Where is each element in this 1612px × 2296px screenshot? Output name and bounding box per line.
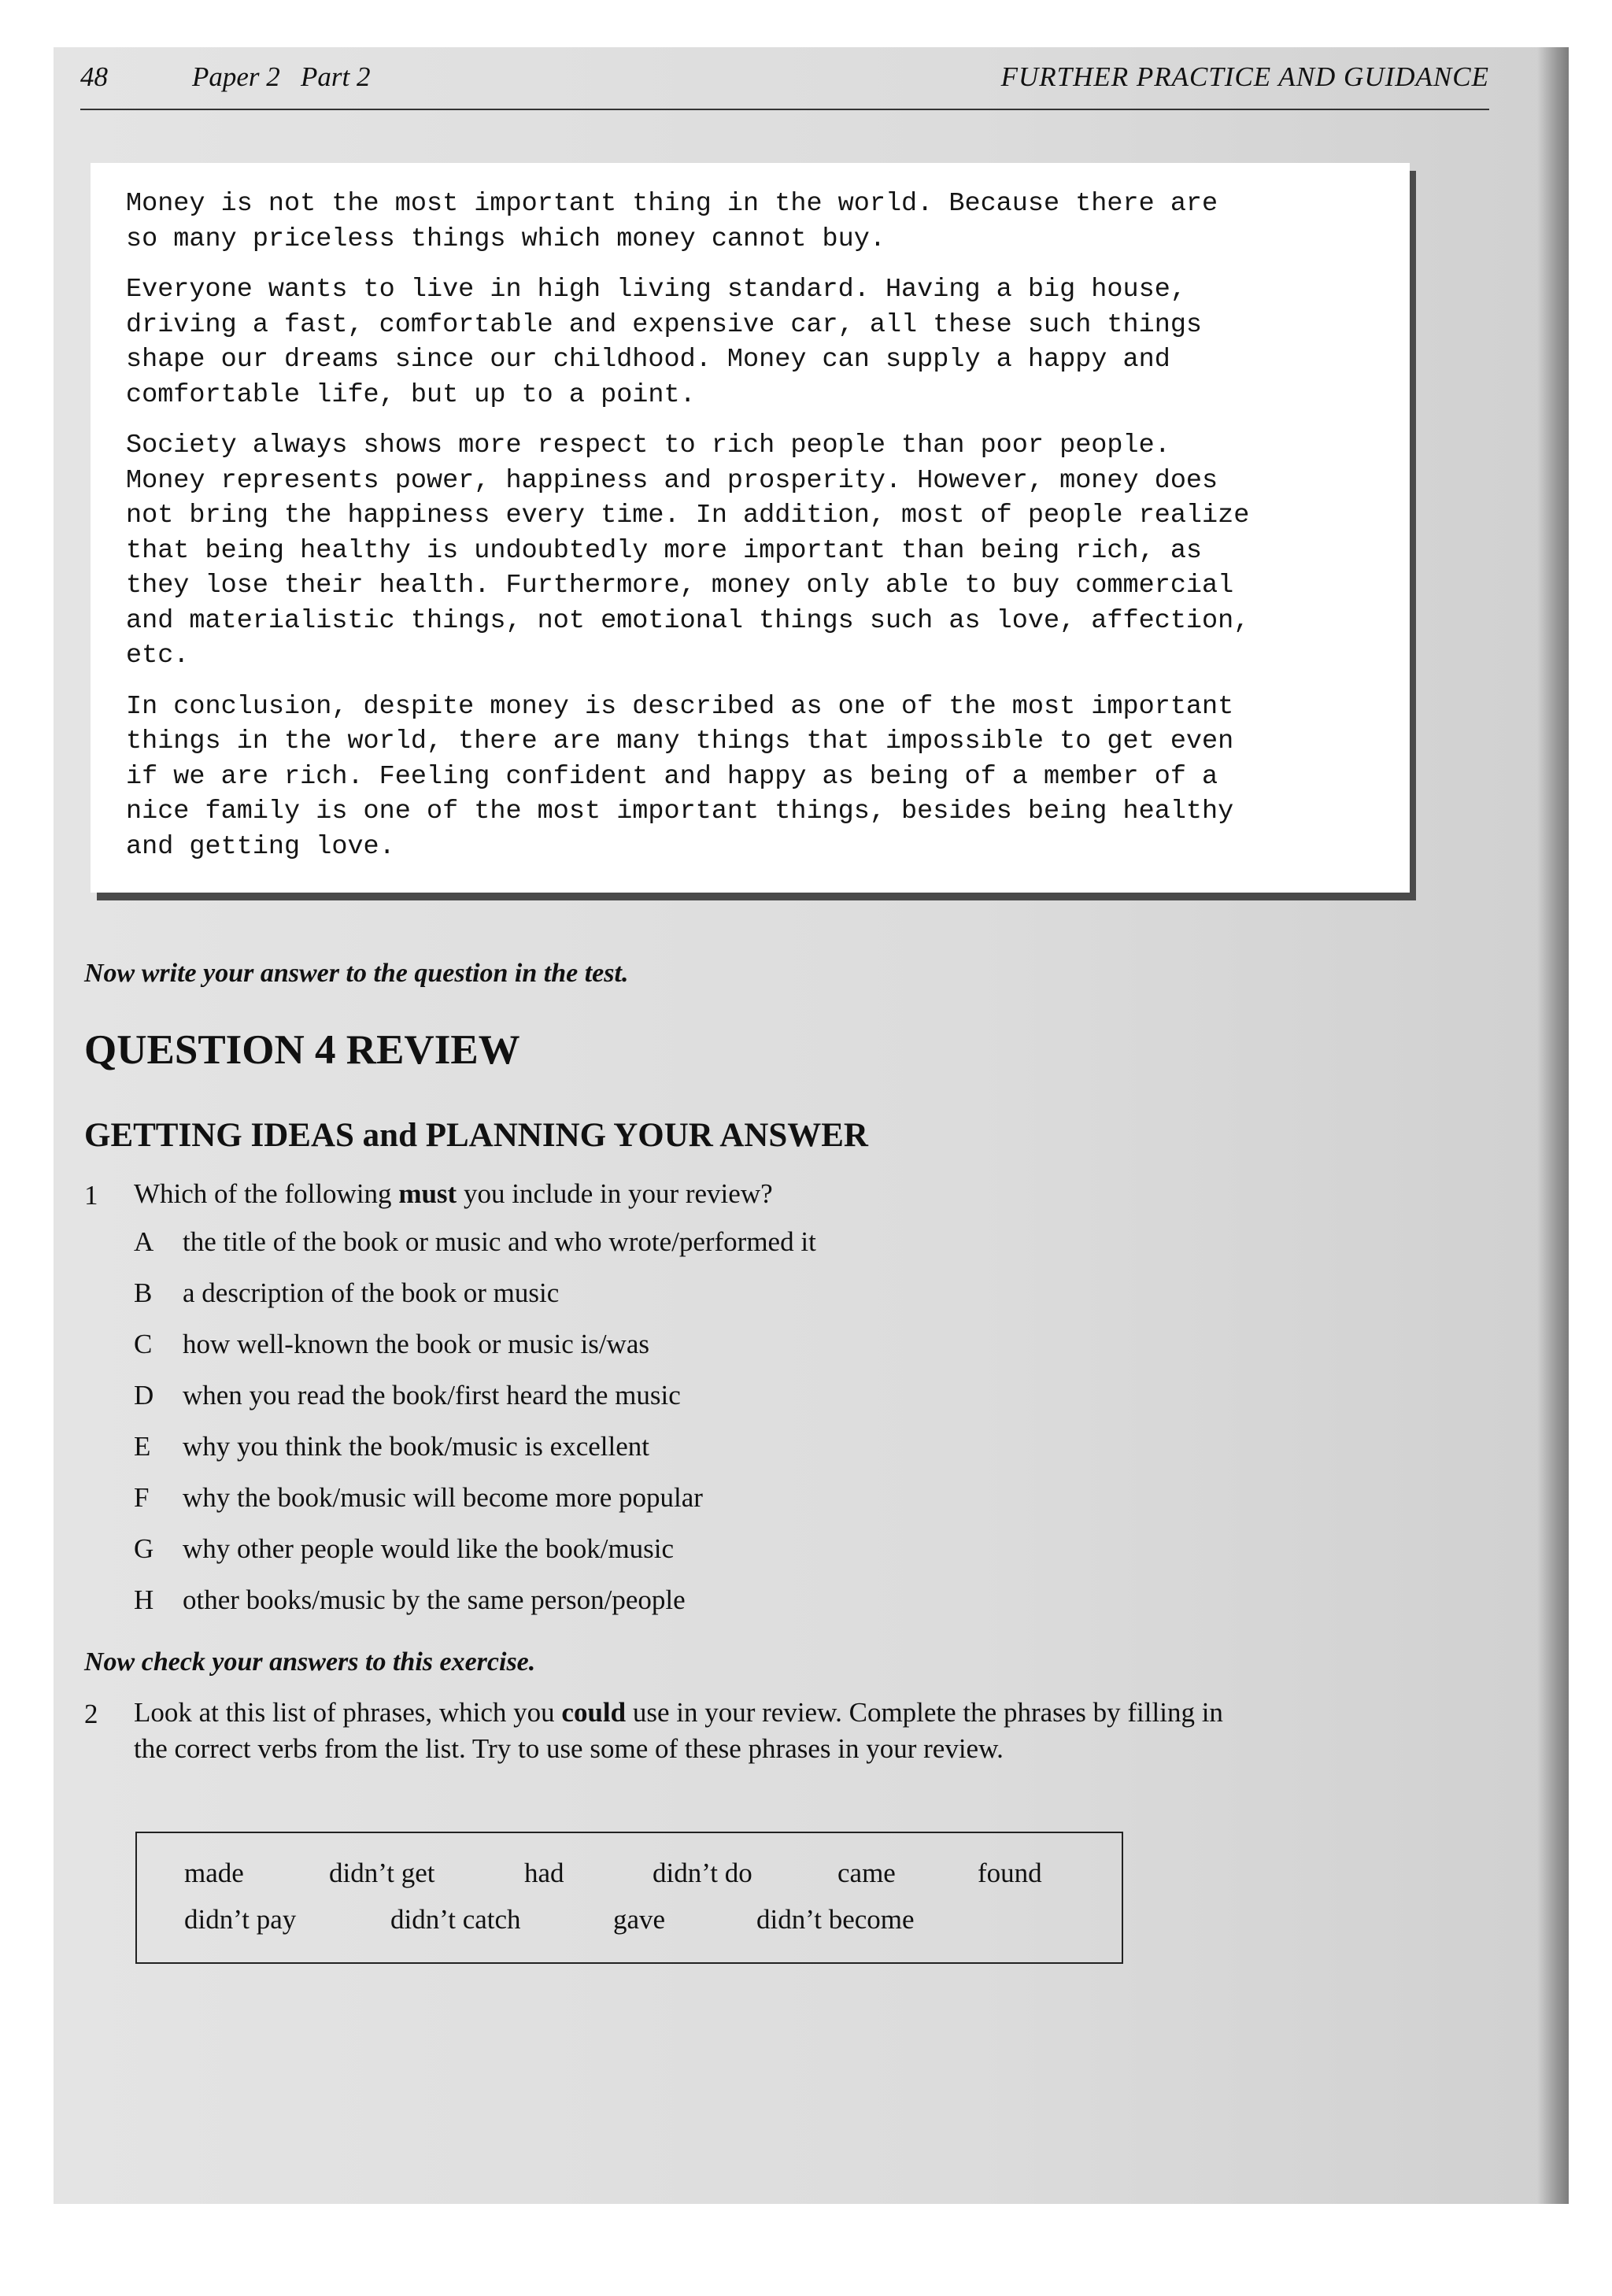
verb-item: found [978, 1858, 1042, 1888]
running-title: FURTHER PRACTICE AND GUIDANCE [1000, 61, 1489, 92]
option-letter: A [134, 1226, 154, 1257]
q1-text-part: you include in your review? [457, 1178, 773, 1209]
verb-list-box [135, 1832, 1123, 1964]
option-text: why you think the book/music is excellent [183, 1431, 649, 1462]
verb-item: came [837, 1858, 896, 1888]
instruction-write-answer: Now write your answer to the question in the test. [84, 959, 629, 988]
option-b [134, 1277, 559, 1309]
section-subheading: GETTING IDEAS and PLANNING YOUR ANSWER [84, 1117, 868, 1154]
option-h [134, 1584, 686, 1616]
essay-paragraph-1: Money is not the most important thing in the world. Because there are so many priceless things which money cannot buy. [126, 189, 1218, 254]
option-letter: H [134, 1584, 154, 1615]
option-text: a description of the book or music [183, 1277, 560, 1308]
question-1-text [134, 1176, 1472, 1212]
option-text: the title of the book or music and who wrote/performed it [183, 1226, 816, 1257]
question-4-heading: QUESTION 4 REVIEW [84, 1027, 520, 1073]
verb-item: didn’t get [329, 1858, 435, 1888]
verb-item: didn’t catch [390, 1904, 521, 1935]
option-letter: E [134, 1431, 151, 1462]
sample-essay-box [91, 163, 1410, 893]
essay-paragraph-2: Everyone wants to live in high living standard. Having a big house, driving a fast, comfortable and expensive car, all these such things shape our dreams since our childhood. Money can supply a happy and comfortable life, but up to a point. [126, 275, 1203, 410]
verb-item: had [524, 1858, 564, 1888]
option-c [134, 1329, 649, 1360]
option-letter: B [134, 1277, 153, 1308]
option-e [134, 1431, 649, 1462]
q2-line-2: the correct verbs from the list. Try to use some of these phrases in your review. [134, 1733, 1004, 1764]
instruction-check-answers: Now check your answers to this exercise. [84, 1647, 536, 1677]
running-header [80, 61, 1489, 110]
option-f [134, 1482, 703, 1514]
question-2-text [134, 1695, 1472, 1767]
verb-item: made [184, 1858, 244, 1888]
option-letter: D [134, 1380, 154, 1411]
q2-text-part: use in your review. Complete the phrases by filling in [626, 1697, 1223, 1728]
question-1-number: 1 [84, 1180, 98, 1211]
option-letter: G [134, 1533, 154, 1564]
q2-text-part: Look at this list of phrases, which you [134, 1697, 562, 1728]
question-2-number: 2 [84, 1699, 98, 1729]
book-spine-shadow [1537, 47, 1569, 2204]
q1-text-part: Which of the following [134, 1178, 399, 1209]
option-text: how well-known the book or music is/was [183, 1329, 649, 1359]
option-d [134, 1380, 681, 1411]
option-text: why the book/music will become more popular [183, 1482, 703, 1513]
option-text: other books/music by the same person/people [183, 1584, 686, 1615]
q2-line-1 [134, 1695, 1472, 1731]
q1-text-emphasis: must [398, 1178, 457, 1209]
page-number: 48 [80, 61, 108, 92]
verb-item: didn’t become [756, 1904, 915, 1935]
verb-item: didn’t do [653, 1858, 752, 1888]
option-letter: F [134, 1482, 150, 1513]
verb-item: didn’t pay [184, 1904, 297, 1935]
essay-paragraph-3: Society always shows more respect to rich people than poor people. Money represents power, happiness and prosperity. However, money does not bring the happiness every time. In addition, most of people realize that being healthy is undoubtedly more important than being rich, as they lose their health. Furthermore, money only able to buy commercial and materialistic things, not emotional things such as love, affection, etc. [126, 431, 1250, 671]
option-g [134, 1533, 674, 1565]
q2-text-emphasis: could [561, 1697, 627, 1728]
option-a [134, 1226, 816, 1258]
essay-paragraph-4: In conclusion, despite money is described as one of the most important things in the world, there are many things that impossible to get even if we are rich. Feeling confident and happy as being of a member of a nice family is one of the most important things, besides being healthy and getting love. [126, 691, 1234, 862]
option-text: when you read the book/first heard the music [183, 1380, 681, 1411]
verb-item: gave [613, 1904, 666, 1935]
option-letter: C [134, 1329, 153, 1359]
option-text: why other people would like the book/music [183, 1533, 675, 1564]
section-label: Paper 2 Part 2 [192, 61, 371, 92]
